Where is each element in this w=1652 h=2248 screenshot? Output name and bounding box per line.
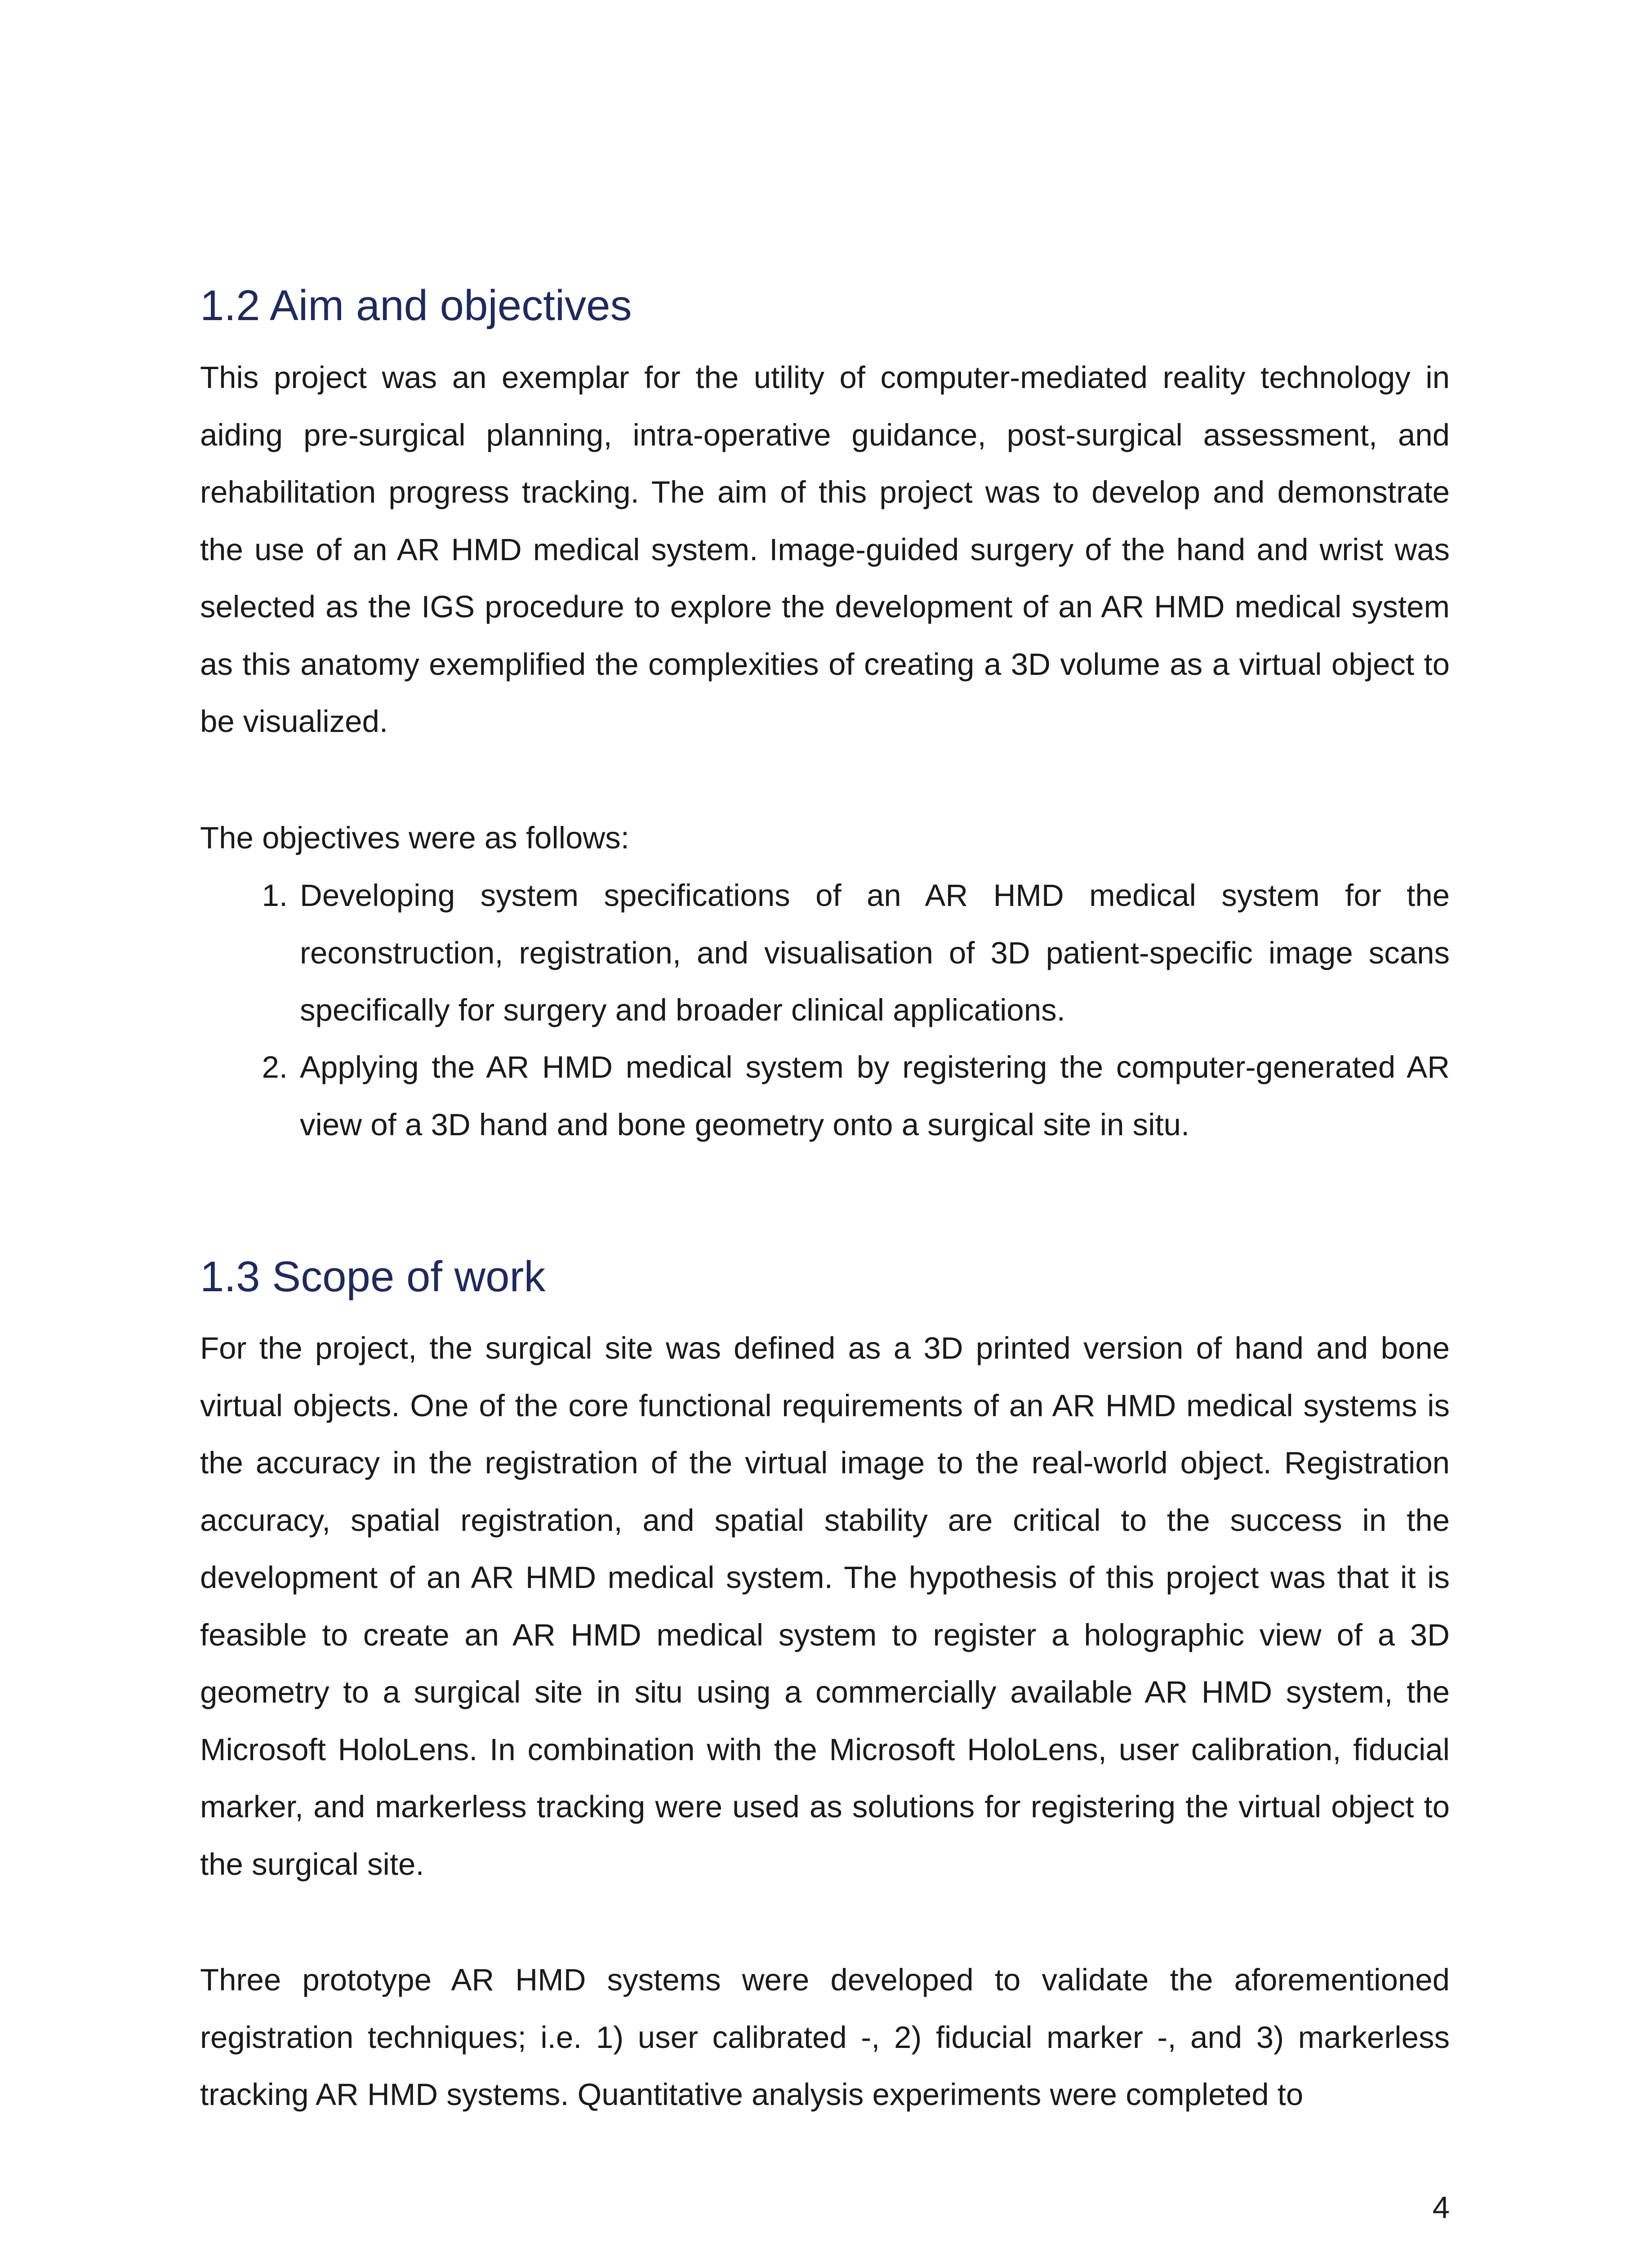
- list-number: 1.: [262, 878, 288, 913]
- section-heading-aim-objectives: 1.2 Aim and objectives: [200, 281, 632, 330]
- aim-paragraph: This project was an exemplar for the utility of computer-mediated reality technology in aiding pre-surgical planning, intra-operative guidance, post-surgical assessment, and rehabilitation progress tracking. The aim of this project was to develop and demonstrate the use of an AR HMD medical system. Image-guided surgery of the hand and wrist was selected as the IGS procedure to explore the development of an AR HMD medical system as this anatomy exemplified the complexities of creating a 3D volume as a virtual object to be visualized.: [200, 360, 1450, 739]
- objectives-intro: The objectives were as follows:: [200, 821, 629, 855]
- page-number: 4: [1432, 2190, 1450, 2225]
- scope-paragraph-2: Three prototype AR HMD systems were developed to validate the aforementioned registration techniques; i.e. 1) user calibrated -, 2) fiducial marker -, and 3) markerless tracking AR HMD systems. Quantitative analysis experiments were completed to: [200, 1963, 1450, 2112]
- section-heading-scope-of-work: 1.3 Scope of work: [200, 1253, 546, 1301]
- scope-paragraph-1: For the project, the surgical site was defined as a 3D printed version of hand and bone virtual objects. One of the core functional requirements of an AR HMD medical systems is the accuracy in the registration of the virtual image to the real-world object. Registration accuracy, spatial registration, and spatial stability are critical to the success in the development of an AR HMD medical system. The hypothesis of this project was that it is feasible to create an AR HMD medical system to register a holographic view of a 3D geometry to a surgical site in situ using a commercially available AR HMD system, the Microsoft HoloLens. In combination with the Microsoft HoloLens, user calibration, fiducial marker, and markerless tracking were used as solutions for registering the virtual object to the surgical site.: [200, 1331, 1450, 1882]
- list-number: 2.: [262, 1050, 288, 1084]
- objective-text: Developing system specifications of an AR HMD medical system for the reconstruction, registration, and visualisation of 3D patient-specific image scans specifically for surgery and broader clinical applications.: [300, 878, 1450, 1027]
- objective-text: Applying the AR HMD medical system by registering the computer-generated AR view of a 3D hand and bone geometry onto a surgical site in situ.: [300, 1050, 1450, 1142]
